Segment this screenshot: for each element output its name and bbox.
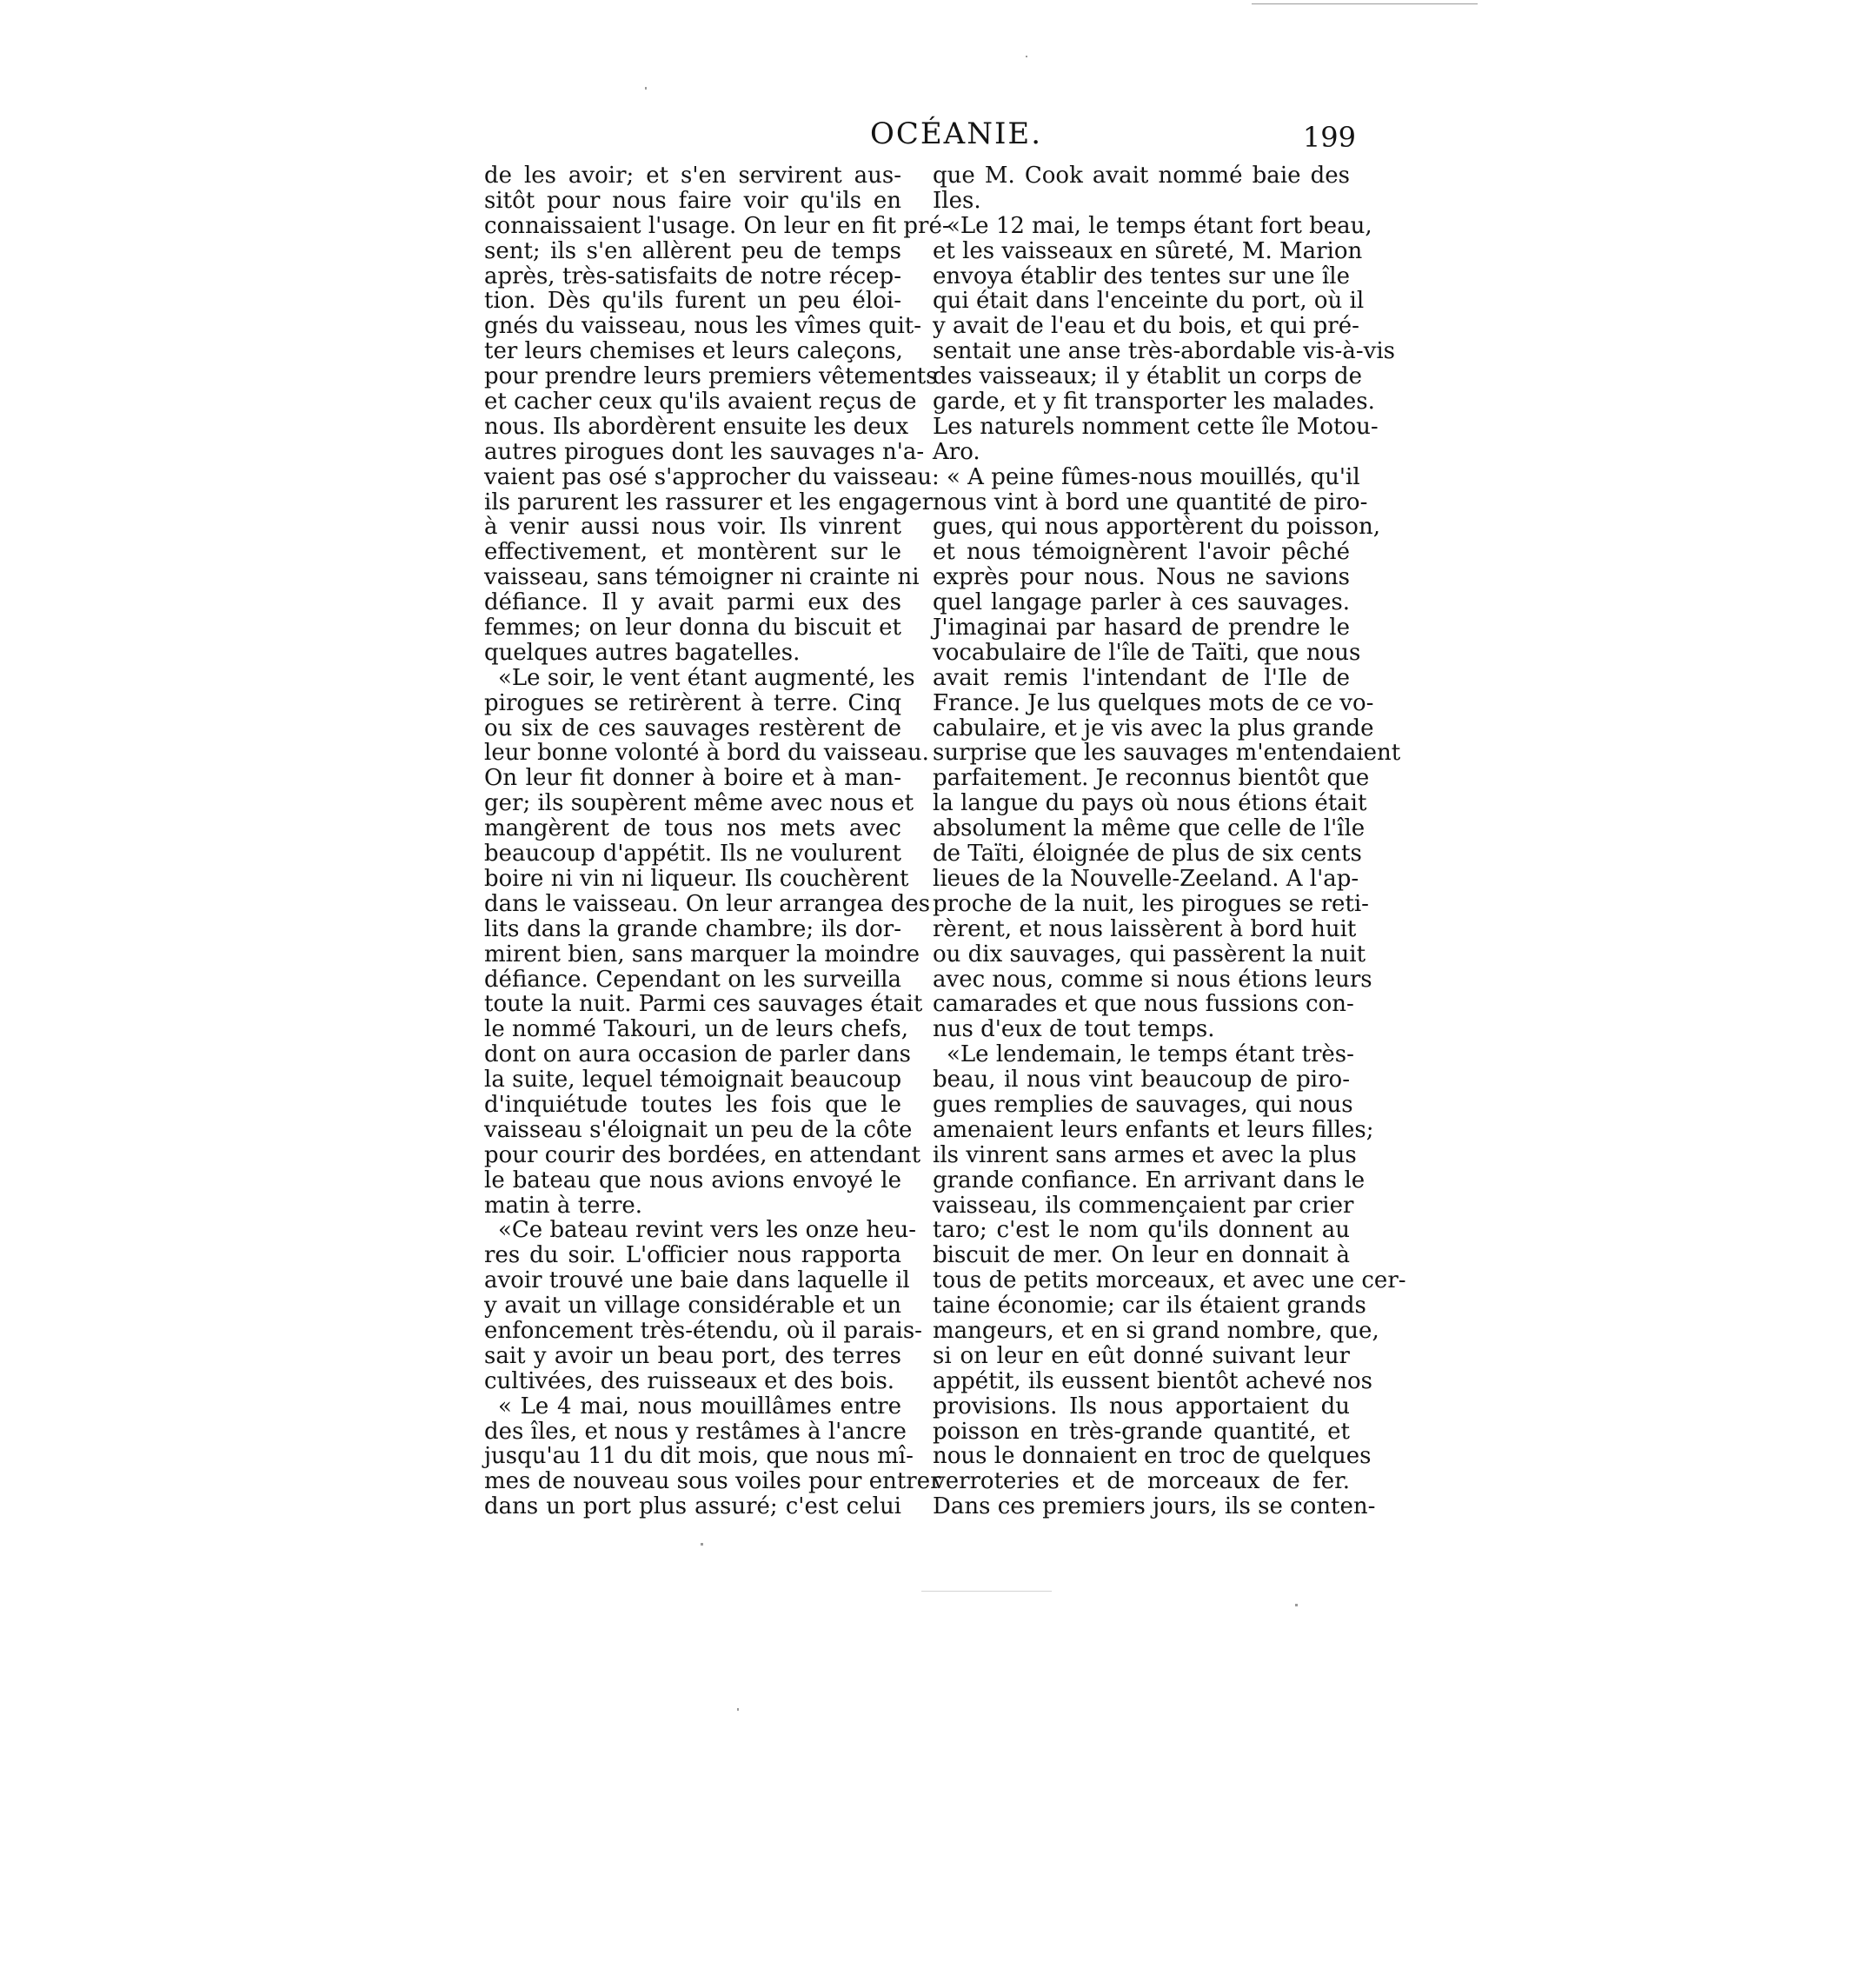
text-line: des vaisseaux; il y établit un corps de	[933, 363, 1362, 390]
text-line: pour courir des bordées, en attendant	[484, 1141, 921, 1168]
text-line: exprès pour nous. Nous ne savions	[933, 564, 1350, 591]
text-line: mangèrent de tous nos mets avec	[484, 815, 901, 842]
text-line: le bateau que nous avions envoyé le	[484, 1167, 901, 1193]
text-line: Dans ces premiers jours, ils se conten-	[933, 1493, 1376, 1520]
text-line: ger; ils soupèrent même avec nous et	[484, 790, 914, 817]
text-line: y avait un village considérable et un	[484, 1293, 901, 1320]
text-line: ou six de ces sauvages restèrent de	[484, 715, 901, 741]
scan-speck	[645, 87, 647, 90]
text-line: absolument la même que celle de l'île	[933, 815, 1366, 842]
text-line: défiance. Il y avait parmi eux des	[484, 589, 901, 616]
text-line: cultivées, des ruisseaux et des bois.	[484, 1367, 895, 1394]
text-line: pirogues se retirèrent à terre. Cinq	[484, 689, 901, 716]
text-line: avoir trouvé une baie dans laquelle il	[484, 1267, 910, 1294]
text-line: femmes; on leur donna du biscuit et	[484, 615, 901, 642]
text-line: vaisseau s'éloignait un peu de la côte	[484, 1116, 913, 1143]
text-line: camarades et que nous fussions con-	[933, 991, 1354, 1018]
text-line: le nommé Takouri, un de leurs chefs,	[484, 1016, 909, 1043]
text-line: ils vinrent sans armes et avec la plus	[933, 1141, 1357, 1168]
scan-speck	[737, 1708, 739, 1711]
text-line: après, très-satisfaits de notre récep-	[484, 263, 901, 289]
text-line: pour prendre leurs premiers vêtements	[484, 363, 938, 390]
text-line: enfoncement très-étendu, où il parais-	[484, 1317, 922, 1344]
text-line: ou dix sauvages, qui passèrent la nuit	[933, 941, 1366, 967]
text-line: proche de la nuit, les pirogues se reti-	[933, 890, 1369, 917]
text-line: et les vaisseaux en sûreté, M. Marion	[933, 237, 1363, 264]
text-line: autres pirogues dont les sauvages n'a-	[484, 438, 925, 465]
text-line: amenaient leurs enfants et leurs filles;	[933, 1116, 1374, 1143]
text-line: beaucoup d'appétit. Ils ne voulurent	[484, 841, 901, 868]
text-line: grande confiance. En arrivant dans le	[933, 1167, 1366, 1193]
text-line: parfaitement. Je reconnus bientôt que	[933, 765, 1370, 792]
text-line: « Le 4 mai, nous mouillâmes entre	[498, 1393, 901, 1420]
text-line: si on leur en eût donné suivant leur	[933, 1342, 1350, 1369]
text-line: avec nous, comme si nous étions leurs	[933, 966, 1372, 993]
text-line: gnés du vaisseau, nous les vîmes quit-	[484, 313, 922, 340]
scan-edge-mark	[921, 1591, 1052, 1592]
text-line: connaissaient l'usage. On leur en fit pré-	[484, 212, 950, 239]
text-line: garde, et y fit transporter les malades.	[933, 389, 1375, 416]
text-line: beau, il nous vint beaucoup de piro-	[933, 1067, 1350, 1094]
scan-edge-mark	[1252, 3, 1478, 4]
text-line: nus d'eux de tout temps.	[933, 1016, 1215, 1043]
text-line: que M. Cook avait nommé baie des	[933, 163, 1350, 189]
text-line: dans un port plus assuré; c'est celui	[484, 1493, 901, 1520]
left-text-column	[484, 163, 950, 1520]
text-line: Aro.	[933, 438, 980, 465]
text-line: Les naturels nomment cette île Motou-	[933, 413, 1379, 440]
text-line: «Le lendemain, le temps étant très-	[947, 1041, 1354, 1068]
text-line: cabulaire, et je vis avec la plus grande	[933, 715, 1374, 741]
text-line: et nous témoignèrent l'avoir pêché	[933, 539, 1350, 566]
text-line: France. Je lus quelques mots de ce vo-	[933, 689, 1374, 716]
text-line: d'inquiétude toutes les fois que le	[484, 1091, 901, 1118]
text-line: dans le vaisseau. On leur arrangea des	[484, 890, 931, 917]
text-line: des îles, et nous y restâmes à l'ancre	[484, 1418, 907, 1445]
text-line: «Le soir, le vent étant augmenté, les	[498, 664, 915, 691]
text-line: sait y avoir un beau port, des terres	[484, 1342, 901, 1369]
text-line: mes de nouveau sous voiles pour entrer	[484, 1468, 941, 1495]
text-line: qui était dans l'enceinte du port, où il	[933, 288, 1365, 315]
scan-speck	[701, 1543, 703, 1546]
text-line: appétit, ils eussent bientôt achevé nos	[933, 1367, 1372, 1394]
text-line: «Ce bateau revint vers les onze heu-	[498, 1217, 917, 1244]
text-line: vaisseau, sans témoigner ni crainte ni	[484, 564, 920, 591]
text-line: sitôt pour nous faire voir qu'ils en	[484, 187, 901, 214]
text-line: effectivement, et montèrent sur le	[484, 539, 901, 566]
text-line: gues, qui nous apportèrent du poisson,	[933, 514, 1380, 541]
text-line: vaient pas osé s'approcher du vaisseau:	[484, 463, 940, 490]
text-line: res du soir. L'officier nous rapporta	[484, 1242, 901, 1269]
text-line: nous. Ils abordèrent ensuite les deux	[484, 413, 909, 440]
text-line: « A peine fûmes-nous mouillés, qu'il	[947, 463, 1360, 490]
text-line: verroteries et de morceaux de fer.	[933, 1468, 1350, 1495]
text-line: nous le donnaient en troc de quelques	[933, 1443, 1372, 1470]
text-line: quel langage parler à ces sauvages.	[933, 589, 1350, 616]
text-line: sentait une anse très-abordable vis-à-vis	[933, 338, 1395, 365]
text-line: poisson en très-grande quantité, et	[933, 1418, 1350, 1445]
text-line: vaisseau, ils commençaient par crier	[933, 1192, 1354, 1219]
text-line: taine économie; car ils étaient grands	[933, 1293, 1366, 1320]
text-line: envoya établir des tentes sur une île	[933, 263, 1350, 289]
text-line: la suite, lequel témoignait beaucoup	[484, 1067, 902, 1094]
text-line: Iles.	[933, 187, 981, 214]
text-line: tion. Dès qu'ils furent un peu éloi-	[484, 288, 901, 315]
text-line: J'imaginai par hasard de prendre le	[933, 615, 1350, 642]
text-line: à venir aussi nous voir. Ils vinrent	[484, 514, 901, 541]
text-line: mangeurs, et en si grand nombre, que,	[933, 1317, 1379, 1344]
scan-speck	[1026, 56, 1027, 57]
text-line: boire ni vin ni liqueur. Ils couchèrent	[484, 865, 909, 892]
text-line: sent; ils s'en allèrent peu de temps	[484, 237, 901, 264]
text-line: ils parurent les rassurer et les engager	[484, 489, 934, 515]
running-title: OCÉANIE.	[869, 116, 1043, 151]
text-line: jusqu'au 11 du dit mois, que nous mî-	[484, 1443, 914, 1470]
text-line: y avait de l'eau et du bois, et qui pré-	[933, 313, 1359, 340]
scan-speck	[1295, 1604, 1298, 1606]
text-line: tous de petits morceaux, et avec une cer-	[933, 1267, 1406, 1294]
text-line: quelques autres bagatelles.	[484, 639, 801, 666]
text-line: gues remplies de sauvages, qui nous	[933, 1091, 1353, 1118]
page-number: 199	[1302, 121, 1356, 154]
text-line: avait remis l'intendant de l'Ile de	[933, 664, 1350, 691]
text-line: ter leurs chemises et leurs caleçons,	[484, 338, 903, 365]
text-line: dont on aura occasion de parler dans	[484, 1041, 911, 1068]
text-line: vocabulaire de l'île de Taïti, que nous	[933, 639, 1361, 666]
text-line: leur bonne volonté à bord du vaisseau.	[484, 740, 929, 767]
text-line: «Le 12 mai, le temps étant fort beau,	[947, 212, 1372, 239]
text-line: surprise que les sauvages m'entendaient	[933, 740, 1401, 767]
right-text-column	[933, 163, 1406, 1520]
text-line: la langue du pays où nous étions était	[933, 790, 1367, 817]
text-line: provisions. Ils nous apportaient du	[933, 1393, 1350, 1420]
text-line: matin à terre.	[484, 1192, 643, 1219]
text-line: biscuit de mer. On leur en donnait à	[933, 1242, 1350, 1269]
text-line: toute la nuit. Parmi ces sauvages était	[484, 991, 923, 1018]
text-line: lits dans la grande chambre; ils dor-	[484, 915, 901, 942]
text-line: taro; c'est le nom qu'ils donnent au	[933, 1217, 1350, 1244]
text-line: On leur fit donner à boire et à man-	[484, 765, 901, 792]
text-line: rèrent, et nous laissèrent à bord huit	[933, 915, 1357, 942]
text-line: de les avoir; et s'en servirent aus-	[484, 163, 901, 189]
text-line: de Taïti, éloignée de plus de six cents	[933, 841, 1362, 868]
text-line: mirent bien, sans marquer la moindre	[484, 941, 920, 967]
text-line: défiance. Cependant on les surveilla	[484, 966, 901, 993]
text-line: nous vint à bord une quantité de piro-	[933, 489, 1368, 515]
text-line: lieues de la Nouvelle-Zeeland. A l'ap-	[933, 865, 1359, 892]
text-line: et cacher ceux qu'ils avaient reçus de	[484, 389, 917, 416]
